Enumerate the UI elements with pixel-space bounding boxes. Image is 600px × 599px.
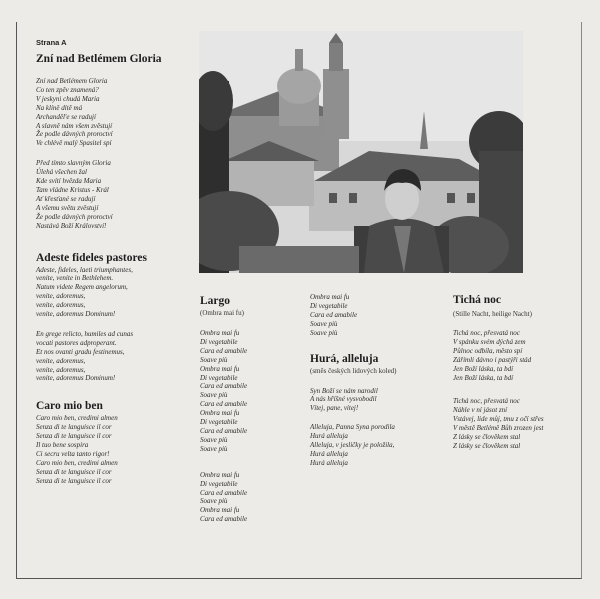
column-left xyxy=(36,52,196,486)
song-subtitle: (směs českých lidových koled) xyxy=(310,366,397,375)
lyric-line: Soave più xyxy=(200,497,228,506)
song-title: Zní nad Betlémem Gloria xyxy=(36,53,162,65)
lyric-line: A slavně nám všem zvěstují xyxy=(36,121,113,130)
song-gloria xyxy=(36,52,196,231)
lyric-line: Před tímto slavným Gloria xyxy=(36,159,111,168)
lyric-line: Půlnoc odbíla, město spí xyxy=(453,346,523,355)
lyric-line: Di vegetabile xyxy=(200,418,238,427)
lyric-line: Caro mio ben, credimi almen xyxy=(36,458,118,467)
lyric-line: V městě Betlémě Bůh zrozen jest xyxy=(453,424,544,433)
lyric-line: V jeskyni chudá Maria xyxy=(36,94,100,103)
lyric-line: Cara ed amabile xyxy=(200,346,248,355)
lyric-line: Soave più xyxy=(200,391,228,400)
song-stanza xyxy=(310,387,440,414)
lyric-line: Ombra mai fu xyxy=(310,293,350,301)
lyric-line: Alleluja, Panna Syna porodila xyxy=(310,423,395,432)
lyric-line: venite, adoremus, xyxy=(36,292,86,301)
lyric-line: Di vegetabile xyxy=(200,479,238,488)
lyric-line: Cara ed amabile xyxy=(200,400,248,409)
song-largo xyxy=(200,294,305,524)
lyric-line: Soave più xyxy=(200,435,228,444)
lyric-line: Di vegetabile xyxy=(200,373,238,382)
lyric-line: Ať křesťané se radují xyxy=(36,194,96,203)
lyric-line: Úlehá všechen žal xyxy=(36,168,87,177)
lyric-line: Di vegetabile xyxy=(200,337,238,346)
side-label: Strana A xyxy=(36,38,67,47)
lyric-line: Tam vládne Kristus - Král xyxy=(36,185,109,194)
lyric-line: Tichá noc, přesvatá noc xyxy=(453,397,520,406)
lyric-line: Hurá alleluja xyxy=(310,432,348,441)
column-middle-right xyxy=(310,293,440,468)
lyric-line: Cara ed amabile xyxy=(200,515,248,524)
lyric-line: Et nos ovanti gradu festinemus, xyxy=(36,347,125,356)
lyric-line: Že podle dávných proroctví xyxy=(36,212,113,221)
lyric-line: Cara ed amabile xyxy=(200,488,248,497)
lyric-line: Jen Boží láska, ta bdí xyxy=(453,373,514,382)
song-title: Largo xyxy=(200,295,231,307)
lyric-line: Cara ed amabile xyxy=(310,310,358,319)
song-stanza xyxy=(36,266,196,319)
song-stanza xyxy=(36,330,196,383)
lyric-line: Zní nad Betlémem Gloria xyxy=(36,77,108,85)
song-stanza xyxy=(453,329,578,382)
lyric-line: Adeste, fideles, laeti triumphantes, xyxy=(36,265,133,274)
lyric-line: V spánku svém dýchá zem xyxy=(453,337,526,346)
lyric-line: Cara ed amabile xyxy=(200,382,248,391)
lyric-line: Vstávej, lide můj, tmu z očí střes xyxy=(453,415,544,424)
song-title: Caro mio ben xyxy=(36,400,103,413)
lyric-line: venite, adoremus, xyxy=(36,301,86,310)
lyric-line: venite, venite in Bethlehem. xyxy=(36,274,114,283)
lyric-line: Soave più xyxy=(310,328,338,337)
lyric-line: Ombra mai fu xyxy=(200,364,240,373)
song-subtitle: (Ombra mai fu) xyxy=(200,309,244,317)
song-stanza xyxy=(200,471,305,524)
lyric-line: Náhle v ní jásot zní xyxy=(453,406,508,415)
lyric-line: Ve chlévě malý Spasitel spí xyxy=(36,139,112,148)
song-adeste xyxy=(36,251,196,384)
lyric-line: En grege relicto, humiles ad cunas xyxy=(36,329,134,338)
lyric-line: Il tuo bene sospira xyxy=(36,441,89,450)
song-stanza xyxy=(36,159,196,230)
lyric-line: Ombra mai fu xyxy=(200,329,240,337)
lyric-line: Z lásky se člověkem stal xyxy=(453,441,521,450)
lyric-line: Co ten zpěv znamená? xyxy=(36,85,99,94)
lyric-line: Že podle dávných proroctví xyxy=(36,130,113,139)
song-stanza xyxy=(200,329,305,454)
lyric-line: Senza di te languisce il cor xyxy=(36,467,112,476)
lyric-line: Ombra mai fu xyxy=(200,470,240,479)
column-right xyxy=(453,293,578,451)
song-caro-mio-ben xyxy=(36,399,196,485)
lyric-line: Natum videte Regem angelorum, xyxy=(36,283,128,292)
column-middle-left xyxy=(200,294,305,524)
lyric-line: Soave più xyxy=(310,319,338,328)
lyric-line: venite, adoremus, xyxy=(36,356,86,365)
song-ticha-noc xyxy=(453,293,578,451)
lyric-line: Vítej, pane, vítej! xyxy=(310,404,359,413)
lyric-line: Zářímli dávno i pastýři stád xyxy=(453,355,532,364)
lyric-line: venite, adoremus, xyxy=(36,365,86,374)
song-stanza xyxy=(36,77,196,148)
lyric-line: vocati pastores adproperant. xyxy=(36,338,117,347)
lyric-line: Senza di te languisce il cor xyxy=(36,432,112,441)
lyric-line: Soave più xyxy=(200,355,228,364)
lyric-line: A nás hříšné vysvobodil xyxy=(310,395,377,404)
song-stanza xyxy=(310,423,440,468)
lyric-line: Soave più xyxy=(200,444,228,453)
lyric-line: Tichá noc, přesvatá noc xyxy=(453,329,520,337)
lyric-line: Caro mio ben, credimi almen xyxy=(36,414,118,423)
lyric-line: Z lásky se člověkem stal xyxy=(453,433,521,442)
lyric-line: Cara ed amabile xyxy=(200,426,248,435)
lyric-line: venite, adoremus Dominum! xyxy=(36,374,116,383)
song-hura-alleluja xyxy=(310,352,440,468)
song-title: Adeste fideles pastores xyxy=(36,251,147,264)
lyric-line: Di vegetabile xyxy=(310,301,348,310)
lyric-line: Kde svítí hvězda Maria xyxy=(36,177,102,186)
lyric-line: venite, adoremus Dominum! xyxy=(36,310,116,319)
lyric-line: Alleluja, v jesličky je položila, xyxy=(310,441,395,450)
lyric-line: Ci secru velta tanto rigor! xyxy=(36,450,110,458)
lyric-line: Ombra mai fu xyxy=(200,506,240,515)
lyric-line: Hurá alleluja xyxy=(310,458,348,467)
lyric-line: A všemu světu zvěstují xyxy=(36,203,99,212)
lyric-line: Hurá alleluja xyxy=(310,449,348,458)
cover-photo xyxy=(199,31,523,273)
lyric-line: Nastává Boží Království! xyxy=(36,221,107,230)
song-stanza xyxy=(310,293,440,338)
song-title: Tichá noc xyxy=(453,294,502,306)
lyric-line: Syn Boží se nám narodil xyxy=(310,386,378,395)
song-title: Hurá, alleluja xyxy=(310,352,379,365)
song-stanza xyxy=(36,414,196,485)
lyric-line: Ombra mai fu xyxy=(200,409,240,418)
song-subtitle: (Stille Nacht, heilige Nacht) xyxy=(453,310,532,318)
lyric-line: Jen Boží láska, ta bdí xyxy=(453,364,514,373)
lyric-line: Na klíně dítě má xyxy=(36,103,83,112)
song-stanza xyxy=(453,397,578,450)
lyric-line: Senza di te languisce il cor xyxy=(36,476,112,485)
lyric-line: Senza di te languisce il cor xyxy=(36,423,112,432)
lyric-line: Archanděl'e se radují xyxy=(36,112,96,121)
